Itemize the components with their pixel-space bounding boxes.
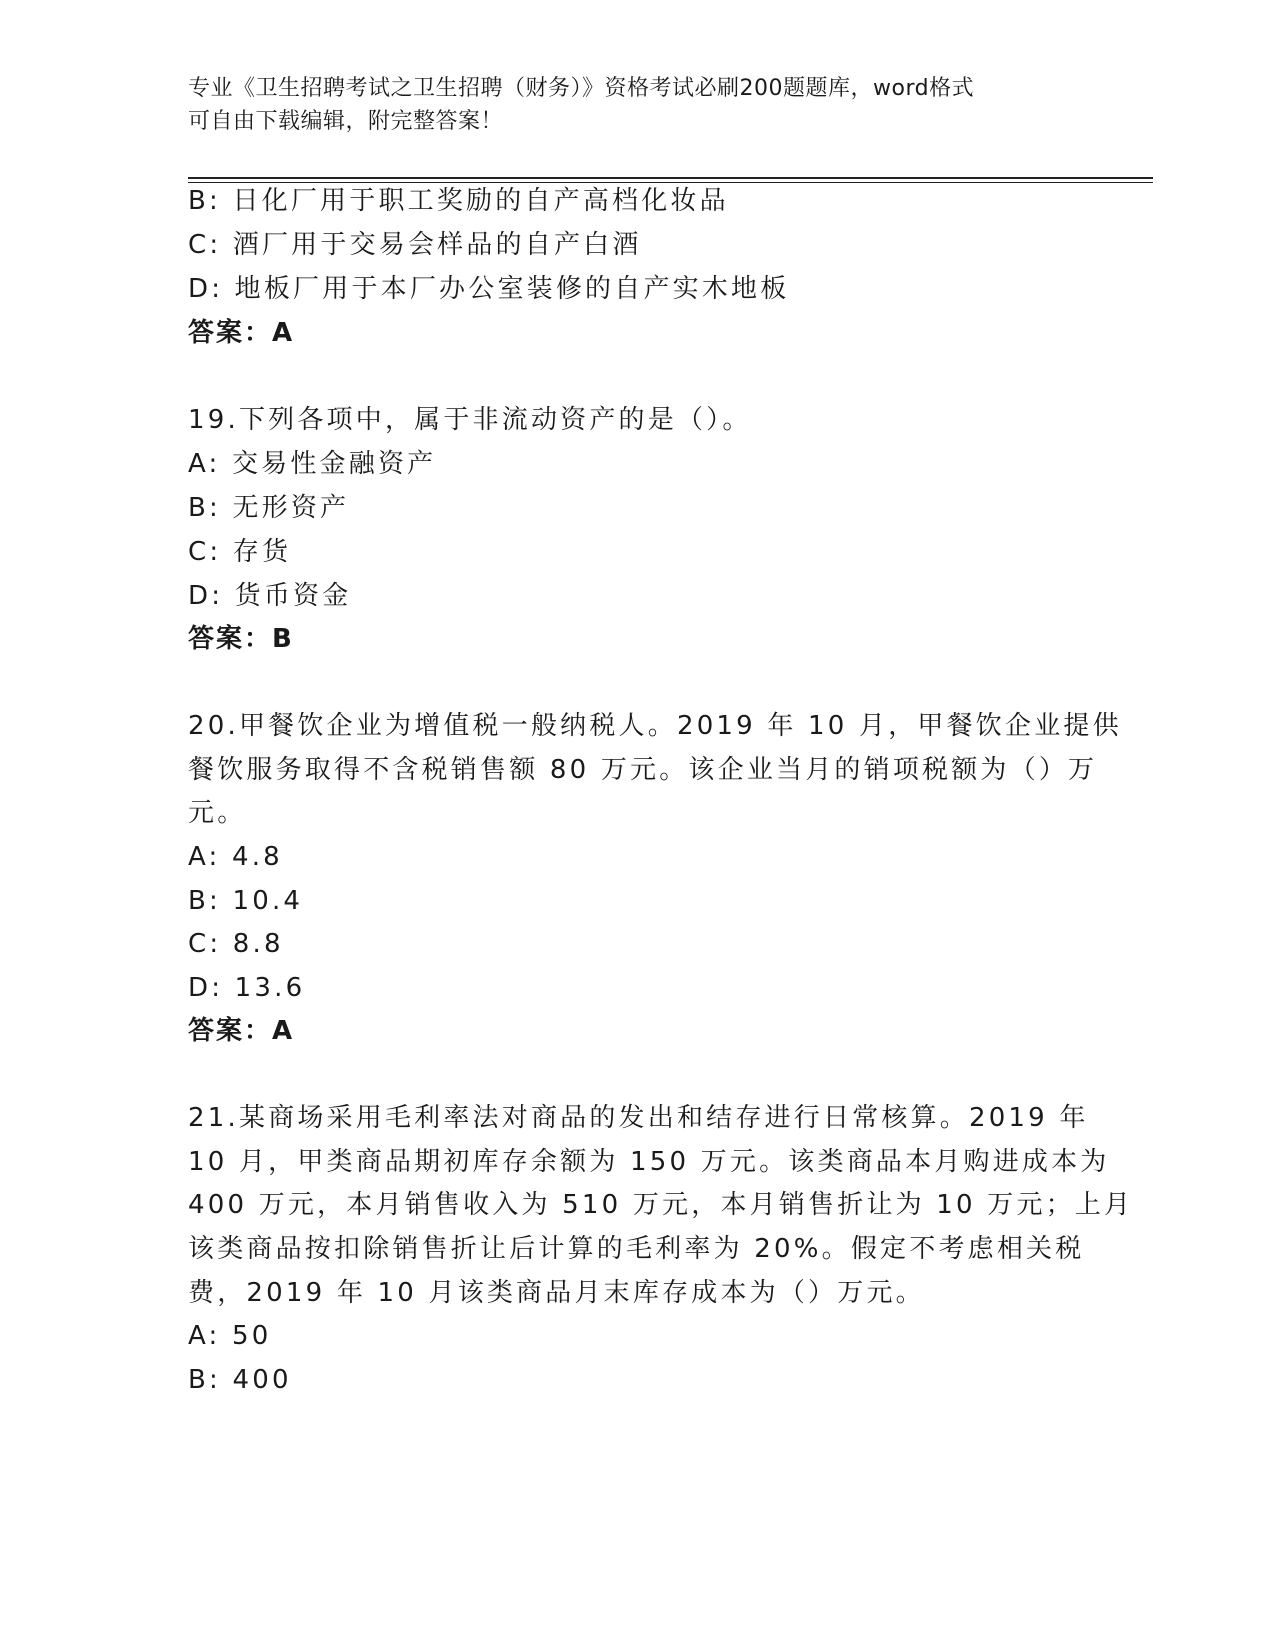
q18-option-b: B: 日化厂用于职工奖励的自产高档化妆品 [188,186,729,216]
q21-stem-line-5: 费，2019 年 10 月该类商品月末库存成本为（）万元。 [188,1278,925,1308]
q20-stem-line-3: 元。 [188,798,247,828]
header-line-1: 专业《卫生招聘考试之卫生招聘（财务）》资格考试必刷200题题库，word格式 [188,76,975,101]
q19-option-a: A: 交易性金融资产 [188,449,437,479]
q21-stem-line-2: 10 月，甲类商品期初库存余额为 150 万元。该类商品本月购进成本为 [188,1147,1110,1177]
q18-option-d: D: 地板厂用于本厂办公室装修的自产实木地板 [188,274,790,304]
header-line-2: 可自由下载编辑，附完整答案！ [188,109,504,134]
q20-option-c: C: 8.8 [188,929,284,959]
q18-option-c: C: 酒厂用于交易会样品的自产白酒 [188,230,642,260]
q19-stem: 19.下列各项中，属于非流动资产的是（）。 [188,405,752,435]
q20-option-d: D: 13.6 [188,973,306,1003]
header-divider [188,177,1153,183]
q21-stem-line-3: 400 万元，本月销售收入为 510 万元，本月销售折让为 10 万元；上月 [188,1190,1134,1220]
q20-answer: 答案：A [188,1016,295,1046]
q18-answer: 答案：A [188,318,295,348]
q19-option-b: B: 无形资产 [188,493,350,523]
q19-option-c: C: 存货 [188,537,292,567]
q20-option-a: A: 4.8 [188,842,283,872]
q21-stem-line-4: 该类商品按扣除销售折让后计算的毛利率为 20%。假定不考虑相关税 [188,1234,1085,1264]
q19-option-d: D: 货币资金 [188,581,352,611]
q20-option-b: B: 10.4 [188,886,304,916]
document-header [188,72,1068,138]
q20-stem-line-2: 餐饮服务取得不含税销售额 80 万元。该企业当月的销项税额为（）万 [188,755,1098,785]
q20-stem-line-1: 20.甲餐饮企业为增值税一般纳税人。2019 年 10 月，甲餐饮企业提供 [188,711,1122,741]
q21-stem-line-1: 21.某商场采用毛利率法对商品的发出和结存进行日常核算。2019 年 [188,1103,1089,1133]
q19-answer: 答案：B [188,624,294,654]
q21-option-a: A: 50 [188,1321,272,1351]
q21-option-b: B: 400 [188,1365,292,1395]
